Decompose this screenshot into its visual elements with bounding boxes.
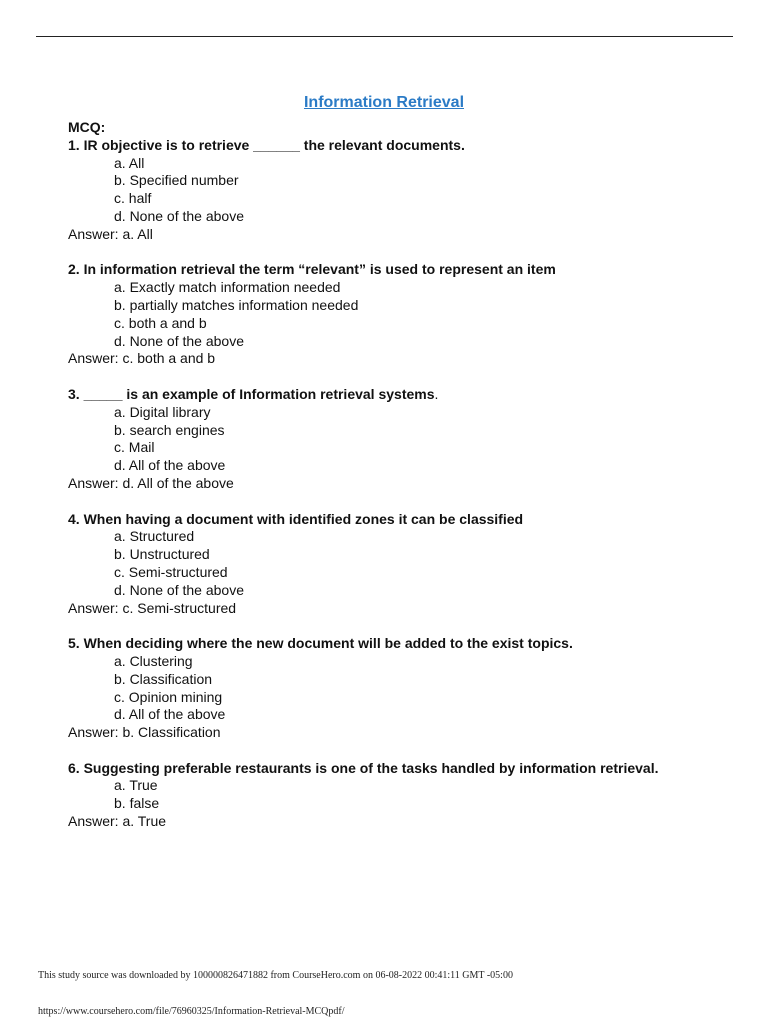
download-note: This study source was downloaded by 100000826471882 from CourseHero.com on 06-08-2022 00:41:11 GMT -05:00 — [38, 970, 513, 981]
option-item: b. partially matches information needed — [114, 296, 359, 313]
question-block — [68, 386, 728, 493]
option-item: c. Mail — [114, 439, 155, 456]
option-list — [68, 528, 728, 599]
option-item: c. Opinion mining — [114, 688, 223, 705]
answer-line: Answer: a. All — [68, 225, 153, 242]
option-item: c. half — [114, 190, 152, 207]
option-list — [68, 777, 728, 813]
option-item: a. All — [114, 154, 145, 171]
option-item: d. None of the above — [114, 332, 244, 349]
question-block — [68, 511, 728, 618]
question-tail-text: . — [434, 385, 439, 402]
option-item: b. false — [114, 795, 160, 812]
question-text — [68, 261, 728, 279]
question-main-text: 6. Suggesting preferable restaurants is one of the tasks handled by information retrieval. — [68, 759, 659, 776]
option-item: d. None of the above — [114, 581, 244, 598]
option-item: a. Digital library — [114, 403, 211, 420]
option-list — [68, 404, 728, 475]
option-item: b. Classification — [114, 670, 213, 687]
option-item: a. Structured — [114, 528, 195, 545]
answer-line: Answer: c. Semi-structured — [68, 599, 237, 616]
answer-line: Answer: a. True — [68, 813, 167, 830]
question-text — [68, 511, 728, 529]
top-divider — [36, 36, 733, 37]
option-item: d. All of the above — [114, 457, 226, 474]
answer-line: Answer: b. Classification — [68, 724, 221, 741]
question-main-text: 5. When deciding where the new document will be added to the exist topics. — [68, 635, 573, 652]
option-item: c. both a and b — [114, 314, 207, 331]
question-main-text: 3. _____ is an example of Information retrieval systems — [68, 385, 435, 402]
question-main-text: 1. IR objective is to retrieve ______ the relevant documents. — [68, 136, 465, 153]
question-block — [68, 760, 728, 831]
option-item: a. Clustering — [114, 652, 193, 669]
option-item: b. Unstructured — [114, 546, 210, 563]
question-text — [68, 386, 728, 404]
option-list — [68, 155, 728, 226]
option-item: d. All of the above — [114, 706, 226, 723]
question-block — [68, 261, 728, 368]
option-item: c. Semi-structured — [114, 563, 228, 580]
answer-line: Answer: d. All of the above — [68, 474, 234, 491]
option-list — [68, 279, 728, 350]
option-item: b. search engines — [114, 421, 225, 438]
option-item: a. Exactly match information needed — [114, 279, 341, 296]
option-item: b. Specified number — [114, 172, 239, 189]
question-text — [68, 137, 728, 155]
question-text — [68, 760, 728, 778]
option-item: d. None of the above — [114, 207, 244, 224]
option-item: a. True — [114, 777, 158, 794]
answer-line: Answer: c. both a and b — [68, 350, 216, 367]
mcq-content — [68, 119, 728, 849]
source-url: https://www.coursehero.com/file/76960325/Information-Retrieval-MCQpdf/ — [38, 1006, 345, 1017]
question-main-text: 4. When having a document with identified zones it can be classified — [68, 510, 524, 527]
section-label: MCQ: — [68, 119, 106, 135]
question-block — [68, 635, 728, 742]
option-list — [68, 653, 728, 724]
document-title: Information Retrieval — [303, 94, 465, 111]
question-block — [68, 137, 728, 244]
question-list — [68, 137, 728, 831]
question-text — [68, 635, 728, 653]
question-main-text: 2. In information retrieval the term “relevant” is used to represent an item — [68, 261, 556, 278]
